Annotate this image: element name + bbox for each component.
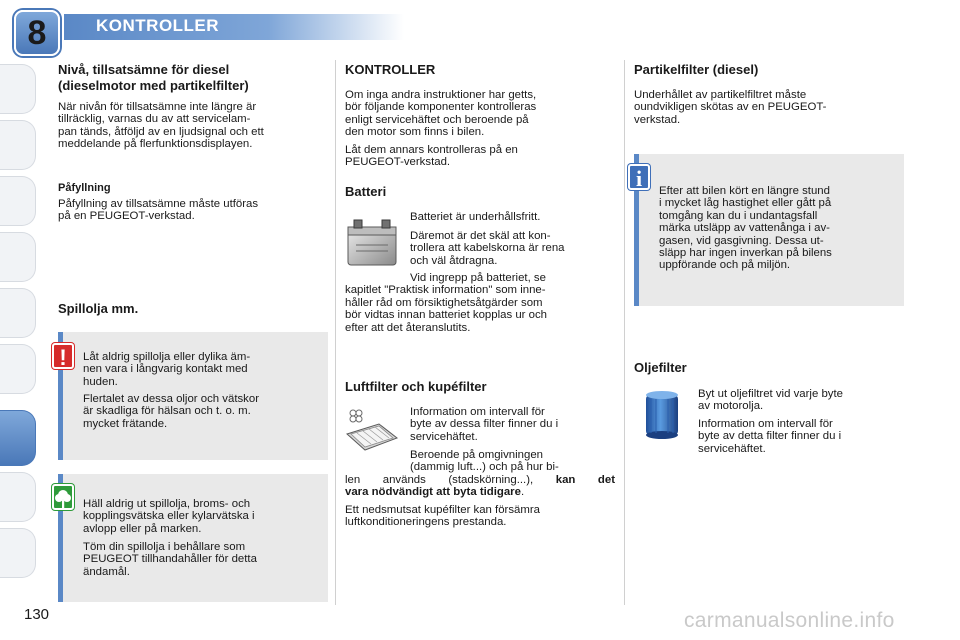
- chapter-tab-6[interactable]: [0, 344, 36, 394]
- eco-tree-icon: [52, 484, 74, 510]
- watermark: carmanualsonline.info: [684, 609, 895, 632]
- page-title: KONTROLLER: [96, 16, 220, 35]
- chapter-tab-2[interactable]: [0, 120, 36, 170]
- column-divider-2: [624, 60, 625, 605]
- additive-paragraph: När nivån för tillsatsämne inte längre är tillräcklig, varnas du av att servicelam- pan tänds, åtföljd av en ljudsignal och ett meddelande på flerfunktionsdisplayen.: [58, 101, 264, 151]
- section-title-spent-oil: Spillolja mm.: [58, 301, 139, 316]
- oil-filter-icon: [642, 389, 682, 446]
- section-title-battery: Batteri: [345, 184, 387, 199]
- section-title-particle-filter: Partikelfilter (diesel): [634, 62, 759, 77]
- car-battery-icon: [344, 215, 400, 274]
- chapter-tab-9[interactable]: [0, 472, 36, 522]
- air-filter-paragraph-1: Information om intervall för byte av dessa filter finner du i servicehäftet.: [410, 406, 559, 443]
- chapter-tab-10[interactable]: [0, 528, 36, 578]
- info-icon: i: [628, 164, 650, 190]
- warning-paragraph-1: Låt aldrig spillolja eller dylika äm- nen vara i långvarig kontakt med huden.: [83, 351, 251, 388]
- section-title-additive: Nivå, tillsatsämne för diesel (dieselmotor med partikelfilter): [58, 62, 249, 93]
- warning-paragraph-2: Flertalet av dessa oljor och vätskor är skadliga för hälsan och t. o. m. mycket frätande.: [83, 393, 259, 430]
- chapter-tab-4[interactable]: [0, 232, 36, 282]
- particle-filter-paragraph: Underhållet av partikelfiltret måste oundvikligen skötas av en PEUGEOT- verkstad.: [634, 89, 827, 126]
- warning-callout: [58, 332, 328, 460]
- battery-paragraph-2: Däremot är det skäl att kon- trollera att kabelskorna är rena och väl åtdragna.: [410, 230, 565, 267]
- chapter-tab-3[interactable]: [0, 176, 36, 226]
- section-title-oil-filter: Oljefilter: [634, 360, 687, 375]
- page-number: 130: [24, 606, 50, 623]
- refill-subtitle: Påfyllning: [58, 182, 111, 194]
- air-filter-paragraph-3: Ett nedsmutsat kupéfilter kan försämra luftkonditioneringens prestanda.: [345, 504, 540, 529]
- chapter-tab-1[interactable]: [0, 64, 36, 114]
- environment-paragraph-2: Töm din spillolja i behållare som PEUGEOT tillhandahåller för detta ändamål.: [83, 541, 257, 578]
- environment-paragraph-1: Häll aldrig ut spillolja, broms- och kopplingsvätska eller kylarvätska i avlopp eller på marken.: [83, 498, 255, 535]
- refill-paragraph: Påfyllning av tillsatsämne måste utföras på en PEUGEOT-verkstad.: [58, 198, 259, 223]
- air-filter-paragraph-2: Beroende på omgivningen (dammig luft...) och på hur bi- len används (stadskörning...), kan det vara nödvändigt att byta tidigare.: [345, 449, 615, 499]
- battery-paragraph-1: Batteriet är underhållsfritt.: [410, 211, 541, 223]
- section-title-air-filter: Luftfilter och kupéfilter: [345, 379, 487, 394]
- environment-callout: [58, 474, 328, 602]
- info-paragraph: Efter att bilen kört en längre stund i mycket låg hastighet eller gått på tomgång kan du i undantagsfall märka utsläpp av vattenånga i av- gasen, vid gasgivning. Dessa ut- släpp har ingen inverkan på bilens uppförande och på miljön.: [659, 185, 832, 272]
- checks-intro-paragraph-1: Om inga andra instruktioner har getts, bör följande komponenter kontrolleras enligt servicehäftet och beroende på den motor som finns i bilen.: [345, 89, 537, 139]
- info-callout: [634, 154, 904, 306]
- warning-icon: !: [52, 343, 74, 369]
- chapter-badge: [14, 10, 60, 56]
- section-title-checks: KONTROLLER: [345, 62, 436, 77]
- column-divider-1: [335, 60, 336, 605]
- checks-intro-paragraph-2: Låt dem annars kontrolleras på en PEUGEOT-verkstad.: [345, 144, 518, 169]
- chapter-tab-8-active[interactable]: [0, 410, 36, 466]
- chapter-number: 8: [27, 14, 47, 52]
- chapter-tab-5[interactable]: [0, 288, 36, 338]
- oil-filter-paragraph-1: Byt ut oljefiltret vid varje byte av motorolja.: [698, 388, 843, 413]
- oil-filter-paragraph-2: Information om intervall för byte av detta filter finner du i servicehäftet.: [698, 418, 842, 455]
- battery-paragraph-3: Vid ingrepp på batteriet, se kapitlet "Praktisk information" som inne- håller råd om försiktighetsåtgärder som bör vidtas innan batteriet kopplas ur och efter att det återanslutits.: [345, 272, 547, 334]
